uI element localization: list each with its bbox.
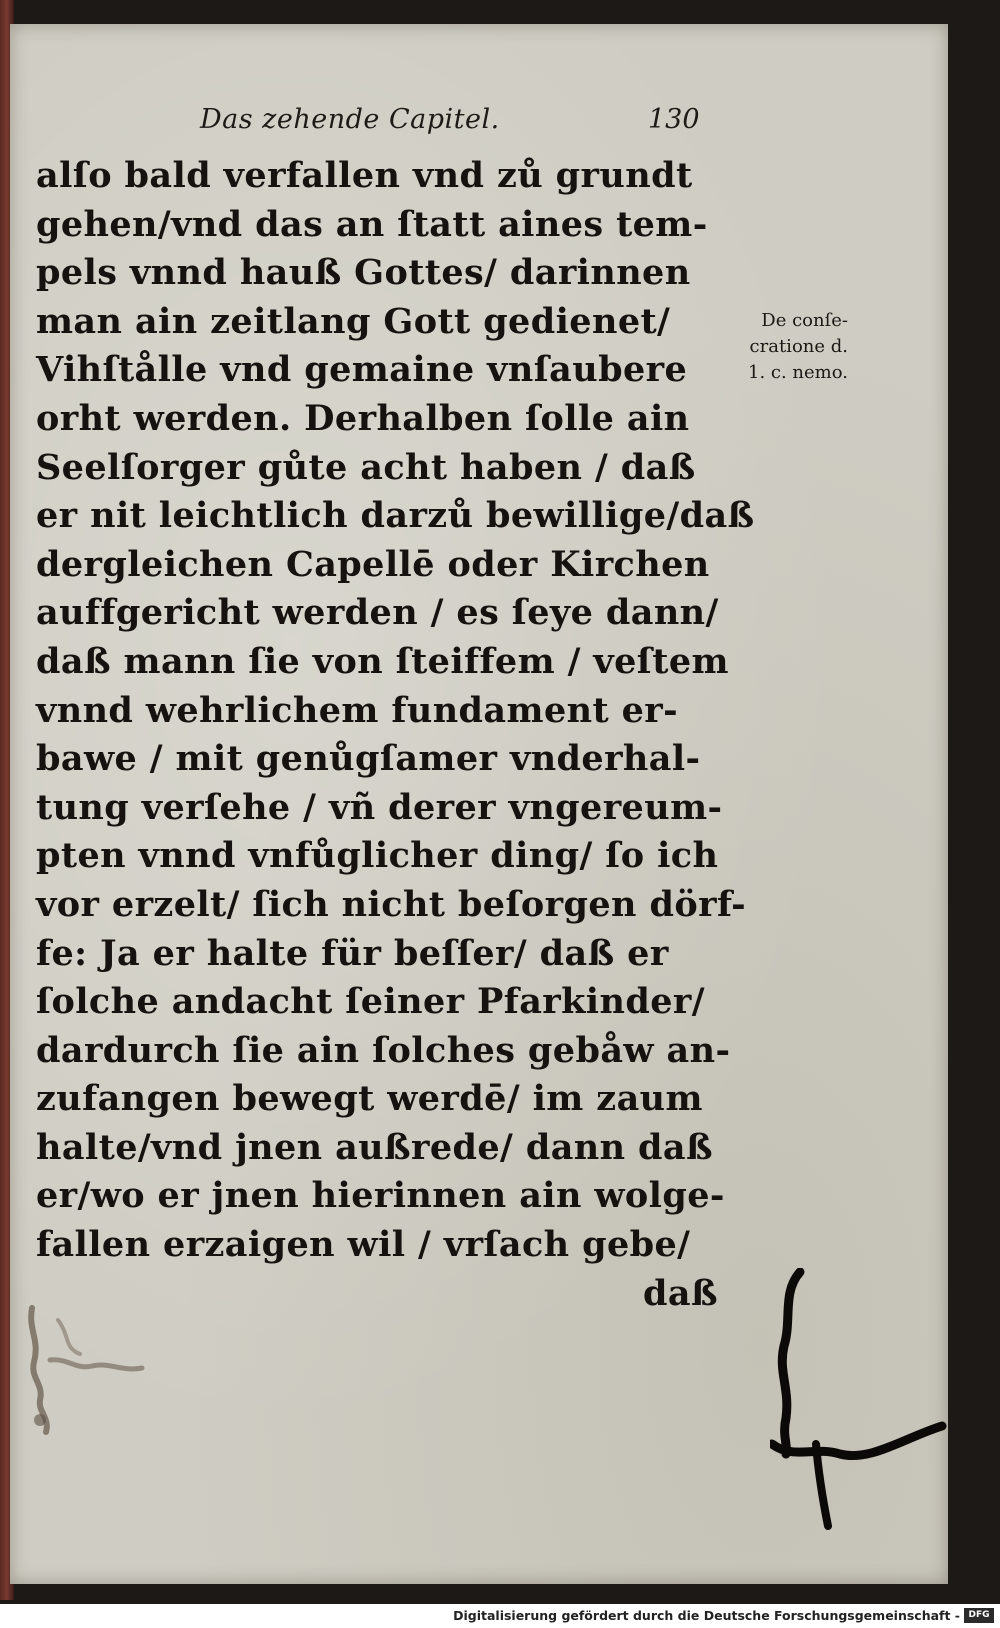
text-line: tung verſehe / vñ derer vngereum- <box>36 786 723 828</box>
text-line: alſo bald verfallen vnd zů grundt <box>36 155 693 196</box>
text-line: bawe / mit genůgſamer vnderhal- <box>36 738 701 780</box>
text-line: dergleichen Capellē oder Kirchen <box>36 543 710 585</box>
text-line: er/wo er jnen hierinnen ain wolge- <box>36 1175 725 1217</box>
handwritten-ink-mark <box>770 1268 950 1548</box>
text-line: man ain zeitlang Gott gedienet/ <box>36 300 671 342</box>
text-line: zufangen bewegt werdē/ im zaum <box>36 1078 703 1120</box>
text-line: vor erzelt/ ſich nicht beſorgen dörf- <box>36 883 747 925</box>
marginal-note <box>708 308 848 386</box>
text-line: fe: Ja er halte für beſſer/ daß er <box>36 932 669 974</box>
body-text <box>36 152 755 1318</box>
footer-credit: Digitalisierung gefördert durch die Deutsche Forschungsgemeinschaft - <box>453 1608 960 1623</box>
chapter-title: Das zehende Capitel. <box>200 104 500 135</box>
text-line: daß mann ſie von ſteiffem / veſtem <box>36 640 729 682</box>
page-number: 130 <box>648 104 700 135</box>
text-line: dardurch ſie ain ſolches gebåw an- <box>36 1029 731 1071</box>
marginal-note-line: cratione d. <box>749 336 848 357</box>
text-line: pten vnnd vnfůglicher ding/ ſo ich <box>36 835 719 877</box>
text-line: ſolche andacht ſeiner Pfarkinder/ <box>36 981 705 1023</box>
text-line: auffgericht werden / es ſeye dann/ <box>36 592 719 634</box>
text-line: Vihſtålle vnd gemaine vnſaubere <box>36 349 688 391</box>
text-line: orht werden. Derhalben ſolle ain <box>36 397 690 439</box>
running-head <box>200 104 700 140</box>
text-line: pels vnnd hauß Gottes/ darinnen <box>36 252 691 294</box>
text-line: fallen erzaigen wil / vrſach gebe/ <box>36 1224 691 1266</box>
paper-damage-mark <box>10 1300 170 1460</box>
catchword: daß <box>643 1272 718 1314</box>
text-line: halte/vnd jnen außrede/ dann daß <box>36 1126 713 1168</box>
text-line: Seelſorger gůte acht haben / daß <box>36 446 696 488</box>
marginal-note-line: De conſe- <box>761 310 848 331</box>
footer-bar <box>0 1604 1000 1628</box>
text-line: gehen/vnd das an ſtatt aines tem- <box>36 203 708 245</box>
text-line: vnnd wehrlichem fundament er- <box>36 689 679 731</box>
dfg-logo: DFG <box>964 1608 994 1623</box>
marginal-note-line: 1. c. nemo. <box>748 362 848 383</box>
text-line: er nit leichtlich darzů bewillige/daß <box>36 495 755 537</box>
